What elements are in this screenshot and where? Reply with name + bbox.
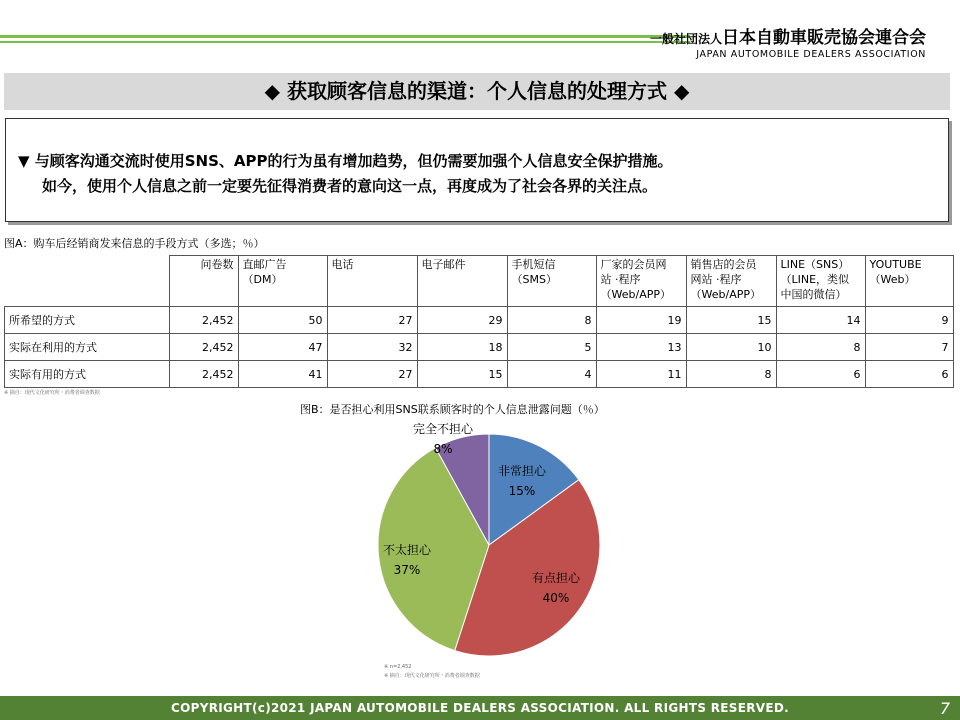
table-cell: 6: [776, 361, 865, 388]
page-number: 7: [939, 699, 950, 718]
page-title: ◆ 获取顾客信息的渠道：个人信息的处理方式 ◆: [4, 73, 950, 110]
table-cell: 13: [596, 334, 686, 361]
footer-bar: [0, 696, 960, 720]
copyright-text: COPYRIGHT(c)2021 JAPAN AUTOMOBILE DEALERS ASSOCIATION. ALL RIGHTS RESERVED.: [171, 701, 789, 715]
column-header: 直邮广告 （DM）: [238, 256, 327, 307]
pie-value-label: 8%: [433, 442, 453, 456]
pie-label: 非常担心: [497, 464, 547, 478]
chart-b-title: 图B：是否担心利用SNS联系顾客时的个人信息泄露问题（％）: [300, 403, 605, 416]
column-header: YOUTUBE （Web）: [865, 256, 953, 307]
table-cell: 11: [596, 361, 686, 388]
table-cell: 50: [238, 307, 327, 334]
count-header: 问卷数: [169, 256, 238, 307]
pie-value-label: 40%: [542, 591, 570, 605]
table-cell: 4: [507, 361, 596, 388]
pie-label: 完全不担心: [412, 422, 474, 436]
chart-b-source: ※ 摘自：现代文化研究所・消费者调查数据: [384, 673, 480, 679]
table-cell: 47: [238, 334, 327, 361]
column-header: 电话: [327, 256, 417, 307]
table-cell: 15: [686, 307, 776, 334]
org-name: 日本自動車販売協会連合会: [722, 28, 926, 48]
table-cell: 8: [507, 307, 596, 334]
table-cell: 41: [238, 361, 327, 388]
table-cell: 27: [327, 361, 417, 388]
table-cell: 27: [327, 307, 417, 334]
table-cell: 29: [417, 307, 507, 334]
table-cell: 10: [686, 334, 776, 361]
table-cell: 19: [596, 307, 686, 334]
row-label: 实际在利用的方式: [5, 334, 170, 361]
column-header: 手机短信 （SMS）: [507, 256, 596, 307]
table-cell: 8: [776, 334, 865, 361]
table-cell: 7: [865, 334, 953, 361]
row-count: 2,452: [169, 334, 238, 361]
pie-value-label: 15%: [508, 484, 536, 498]
table-cell: 32: [327, 334, 417, 361]
table-a-caption: 图A：购车后经销商发来信息的手段方式（多选；％）: [4, 237, 265, 250]
table-cell: 9: [865, 307, 953, 334]
org-name-en: JAPAN AUTOMOBILE DEALERS ASSOCIATION: [696, 49, 926, 60]
table-cell: 18: [417, 334, 507, 361]
table-cell: 14: [776, 307, 865, 334]
table-a-source: ※ 摘自：现代文化研究所・消费者调查数据: [4, 390, 100, 396]
pie-label: 有点担心: [531, 571, 581, 585]
org-prefix: 一般社団法人: [649, 32, 722, 46]
pie-label: 不太担心: [382, 543, 432, 557]
table-cell: 6: [865, 361, 953, 388]
column-header: 电子邮件: [417, 256, 507, 307]
pie-value-label: 37%: [393, 563, 421, 577]
column-header: LINE（SNS） （LINE，类似 中国的微信）: [776, 256, 865, 307]
column-header: 厂家的会员网 站 ·程序 （Web/APP）: [596, 256, 686, 307]
column-header: 销售店的会员 网站 ·程序 （Web/APP）: [686, 256, 776, 307]
table-cell: 15: [417, 361, 507, 388]
row-label: 实际有用的方式: [5, 361, 170, 388]
table-cell: 5: [507, 334, 596, 361]
row-count: 2,452: [169, 361, 238, 388]
summary-line-1: ▼ 与顾客沟通交流时使用SNS、APP的行为虽有增加趋势，但仍需要加强个人信息安全保护措施。: [18, 152, 673, 170]
row-count: 2,452: [169, 307, 238, 334]
table-cell: 8: [686, 361, 776, 388]
summary-line-2: 如今，使用个人信息之前一定要先征得消费者的意向这一点，再度成为了社会各界的关注点。: [42, 177, 658, 195]
chart-b-n-note: ※ n=2,452: [384, 664, 412, 670]
row-label: 所希望的方式: [5, 307, 170, 334]
